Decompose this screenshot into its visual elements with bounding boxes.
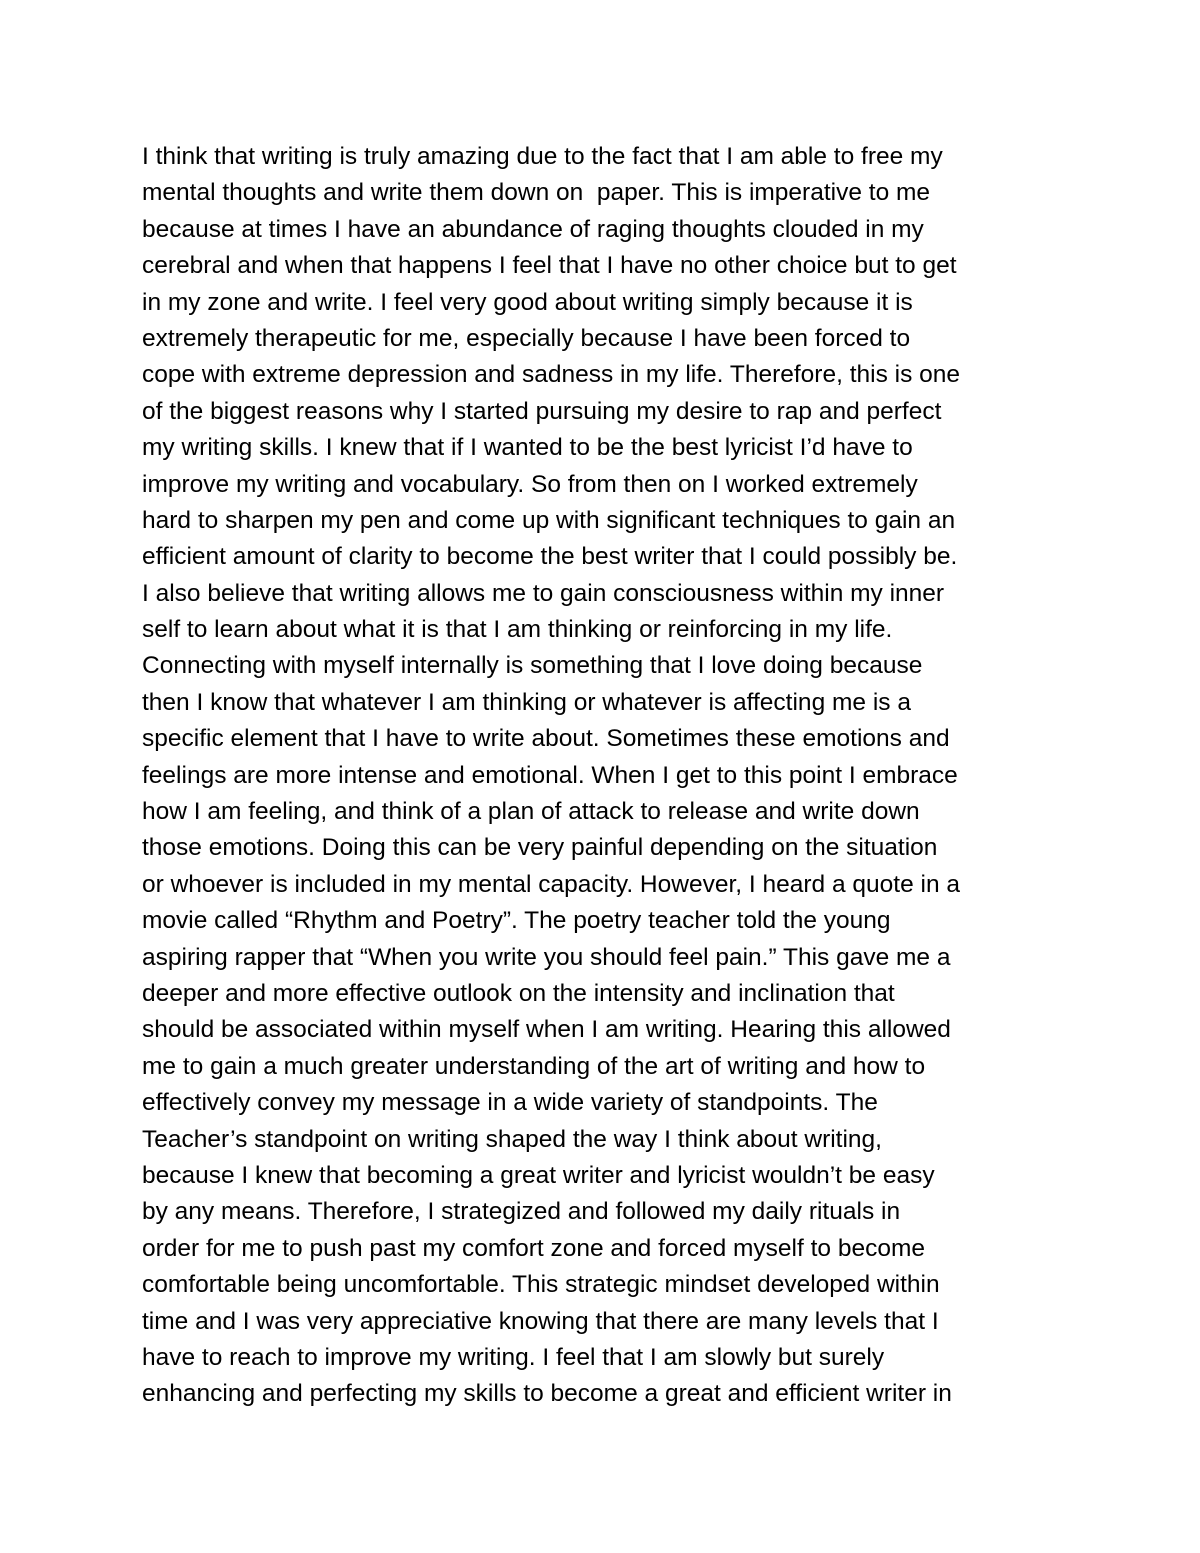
text-line: order for me to push past my comfort zone and forced myself to become bbox=[142, 1234, 925, 1262]
text-line: mental thoughts and write them down on paper. This is imperative to me bbox=[142, 179, 931, 207]
text-line: self to learn about what it is that I am thinking or reinforcing in my life. bbox=[142, 616, 893, 644]
text-line: because I knew that becoming a great writer and lyricist wouldn’t be easy bbox=[142, 1161, 935, 1189]
text-line: should be associated within myself when I am writing. Hearing this allowed bbox=[142, 1016, 951, 1044]
body-paragraph bbox=[142, 139, 1082, 1413]
text-line: hard to sharpen my pen and come up with significant techniques to gain an bbox=[142, 506, 956, 534]
text-line: in my zone and write. I feel very good about writing simply because it is bbox=[142, 288, 913, 316]
text-line: deeper and more effective outlook on the intensity and inclination that bbox=[142, 979, 895, 1007]
text-line: Teacher’s standpoint on writing shaped the way I think about writing, bbox=[142, 1125, 882, 1153]
text-line: specific element that I have to write about. Sometimes these emotions and bbox=[142, 725, 950, 753]
text-line: extremely therapeutic for me, especially because I have been forced to bbox=[142, 324, 911, 352]
text-line: those emotions. Doing this can be very painful depending on the situation bbox=[142, 834, 938, 862]
text-line: me to gain a much greater understanding of the art of writing and how to bbox=[142, 1052, 926, 1080]
text-line: by any means. Therefore, I strategized and followed my daily rituals in bbox=[142, 1198, 901, 1226]
text-line: feelings are more intense and emotional. When I get to this point I embrace bbox=[142, 761, 958, 789]
text-line: cerebral and when that happens I feel that I have no other choice but to get bbox=[142, 252, 957, 280]
text-line: comfortable being uncomfortable. This strategic mindset developed within bbox=[142, 1271, 940, 1299]
text-line: time and I was very appreciative knowing that there are many levels that I bbox=[142, 1307, 939, 1335]
text-line: aspiring rapper that “When you write you should feel pain.” This gave me a bbox=[142, 943, 951, 971]
text-line: have to reach to improve my writing. I feel that I am slowly but surely bbox=[142, 1343, 885, 1371]
text-line: efficient amount of clarity to become the best writer that I could possibly be. bbox=[142, 543, 958, 571]
text-line: movie called “Rhythm and Poetry”. The poetry teacher told the young bbox=[142, 907, 891, 935]
text-line: I also believe that writing allows me to gain consciousness within my inner bbox=[142, 579, 945, 607]
text-line: because at times I have an abundance of raging thoughts clouded in my bbox=[142, 215, 924, 243]
text-line: I think that writing is truly amazing due to the fact that I am able to free my bbox=[142, 143, 943, 170]
text-line: enhancing and perfecting my skills to become a great and efficient writer in bbox=[142, 1380, 952, 1408]
text-line: then I know that whatever I am thinking or whatever is affecting me is a bbox=[142, 688, 911, 716]
text-line: my writing skills. I knew that if I wanted to be the best lyricist I’d have to bbox=[142, 434, 913, 462]
text-line: effectively convey my message in a wide variety of standpoints. The bbox=[142, 1089, 878, 1117]
text-line: Connecting with myself internally is something that I love doing because bbox=[142, 652, 923, 680]
text-line: of the biggest reasons why I started pursuing my desire to rap and perfect bbox=[142, 397, 942, 425]
text-line: cope with extreme depression and sadness in my life. Therefore, this is one bbox=[142, 361, 960, 389]
text-line: improve my writing and vocabulary. So from then on I worked extremely bbox=[142, 470, 918, 498]
text-line: or whoever is included in my mental capacity. However, I heard a quote in a bbox=[142, 870, 960, 898]
text-line: how I am feeling, and think of a plan of attack to release and write down bbox=[142, 798, 920, 826]
